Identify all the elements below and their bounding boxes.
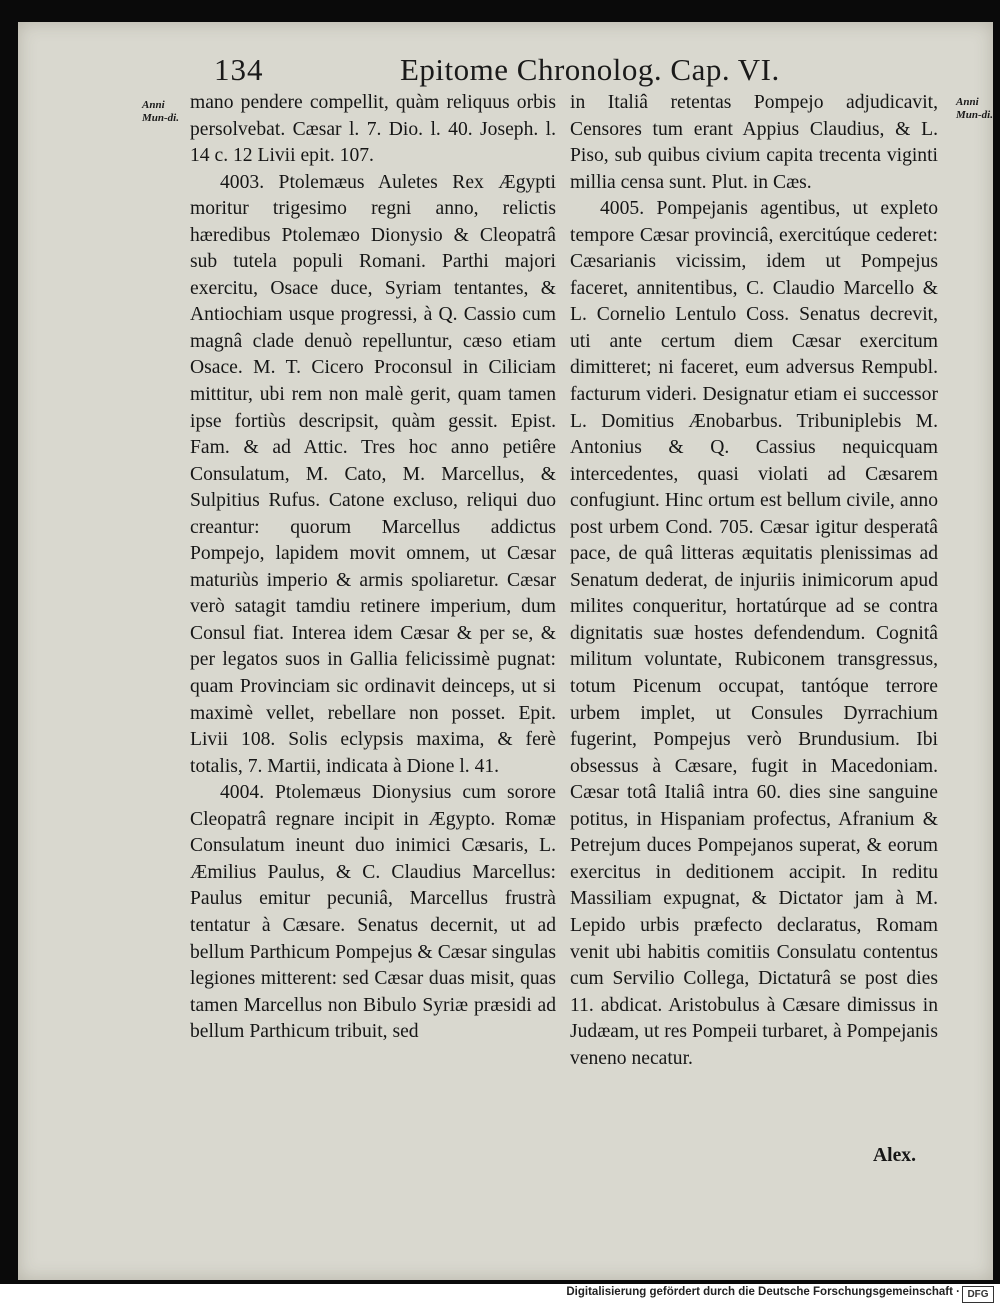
paragraph-continuation: mano pendere compellit, quàm reliquus orbis persolvebat. Cæsar l. 7. Dio. l. 40. Joseph. l. 14 c. 12 Livii epit. 107. xyxy=(190,92,556,167)
margin-note-right: Anni Mun-di. xyxy=(956,96,993,121)
paragraph-continuation-right: in Italiâ retentas Pompejo adjudicavit, Censores tum erant Appius Claudius, & L. Piso, sub quibus civium capita trecenta viginti millia censa sunt. Plut. in Cæs. xyxy=(570,92,938,193)
paragraph-4003: 4003. Ptolemæus Auletes Rex Ægypti moritur trigesimo regni anno, relictis hæredibus Ptolemæo Dionysio & Cleopatrâ sub tutela populi Romani. Parthi majori exercitu, Osace duce, Syriam tentantes, & Antiochiam usque progressi, à Q. Cassio cum magnâ clade denuò repelluntur, cæso etiam Osace. M. T. Cicero Proconsul in Ciliciam mittitur, ubi rem non malè gerit, quam tamen ipse fortiùs descripsit, quàm gessit. Epist. Fam. & ad Attic. Tres hoc anno petiêre Consulatum, M. Cato, M. Marcellus, & Sulpitius Rufus. Catone excluso, reliqui duo creantur: quorum Marcellus addictus Pompejo, lapidem movit omnem, ut Cæsar maturiùs imperio & armis spoliaretur. Cæsar verò satagit tamdiu retinere imperium, dum Consul fiat. Interea idem Cæsar & per se, & per legatos suos in Gallia felicissimè pugnat: quam Provinciam sic ordinavit deinceps, ut si maximè vellet, rebellare non posset. Epit. Livii 108. Solis eclypsis maxima, & ferè totalis, 7. Martii, indicata à Dione l. 41. xyxy=(190,171,556,777)
running-head: Epitome Chronolog. Cap. VI. xyxy=(400,52,780,87)
book-page xyxy=(18,22,993,1280)
right-column xyxy=(570,90,938,1072)
catchword: Alex. xyxy=(873,1145,916,1166)
page-number: 134 xyxy=(214,52,264,87)
paragraph-4004: 4004. Ptolemæus Dionysius cum sorore Cleopatrâ regnare incipit in Ægypto. Romæ Consulatum ineunt duo inimici Cæsaris, L. Æmilius Paulus, & C. Claudius Marcellus: Paulus emitur pecuniâ, Marcellus frustrà tentatur à Cæsare. Senatus decernit, ut ad bellum Parthicum Pompejus & Cæsar singulas legiones mitterent: sed Cæsar duas misit, quas tamen Marcellus non Bibulo Syriæ præsidi ad bellum Parthicum tribuit, sed xyxy=(190,782,556,1043)
left-column xyxy=(190,90,556,1046)
margin-note-left: Anni Mun-di. xyxy=(142,99,179,124)
paragraph-4005: 4005. Pompejanis agentibus, ut expleto tempore Cæsar provinciâ, exercitúque cederet: Cæsarianis vicissim, idem ut Pompejus faceret, annitentibus, C. Claudio Marcello & L. Cornelio Lentulo Coss. Senatus decrevit, uti ante certum diem Cæsar exercitum dimitteret; ni faceret, eum adversus Rempubl. facturum videri. Designatur etiam ei successor L. Domitius Ænobarbus. Tribuniplebis M. Antonius & Q. Cassius nequicquam intercedentes, quasi violati ad Cæsarem confugiunt. Hinc ortum est bellum civile, anno post urbem Cond. 705. Cæsar igitur desperatâ pace, de quâ litteras æquitatis plenissimas ad Senatum dederat, de injuriis inimicorum apud milites conqueritur, hortatúrque ad se contra dignitatis suæ hostes defendendum. Cognitâ militum voluntate, Rubiconem transgressus, totum Picenum occupat, tantóque terrore urbem implet, ut Consules Dyrrachium fugerint, Pompejus verò Brundusium. Ibi obsessus à Cæsare, fugit in Macedoniam. Cæsar totâ Italiâ intra 60. dies sine sanguine potitus, in Hispaniam profectus, Afranium & Petrejum duces Pompejanos superat, & eorum exercitus in deditionem accipit. In reditu Massiliam expugnat, & Dictator jam à M. Lepido urbis præfecto declaratus, Romam venit ubi habitis comitiis Consulatu contentus cum Servilio Collega, Dictaturâ se post dies 11. abdicat. Aristobulus à Cæsare dimissus in Judæam, ut res Pompeii turbaret, à Pompejanis veneno necatur. xyxy=(570,198,938,1069)
digitization-footer xyxy=(0,1284,1000,1304)
funding-note: Digitalisierung gefördert durch die Deutsche Forschungsgemeinschaft · xyxy=(566,1286,960,1298)
dfg-logo-icon: DFG xyxy=(962,1286,994,1303)
